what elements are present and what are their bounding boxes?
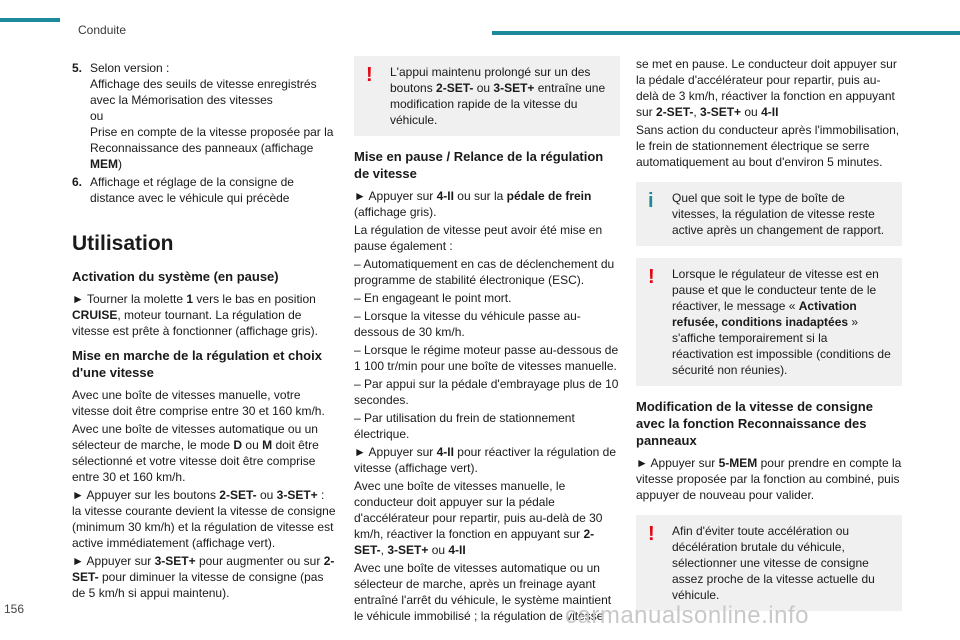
warning-box xyxy=(354,56,620,136)
warning-icon: ! xyxy=(648,523,655,545)
warning-box xyxy=(636,515,902,611)
info-box xyxy=(636,182,902,246)
paragraph: Sans action du conducteur après l'immobilisation, le frein de stationnement électrique se serre automatiquement au bout d'environ 5 minutes. xyxy=(636,123,900,169)
warning-icon: ! xyxy=(366,64,373,86)
paragraph: se met en pause. Le conducteur doit appuyer sur la pédale d'accélérateur pour repartir, puis au-delà de 3 km/h, réactiver la fonction en appuyant sur 2-SET-, 3-SET+ ou 4-II xyxy=(636,57,897,119)
bold-term: MEM xyxy=(90,157,118,171)
list-item-6 xyxy=(72,174,336,206)
heading-activation: Activation du système (en pause) xyxy=(72,269,279,284)
info-text: Quel que soit le type de boîte de vitesses, la régulation de vitesse reste active après un changement de rapport. xyxy=(672,191,885,237)
paragraph-activation: ► Tourner la molette 1 vers le bas en position CRUISE, moteur tournant. La régulation de vitesse est prête à fonctionner (affichage gris). xyxy=(72,292,318,338)
text-line: ) xyxy=(118,157,122,171)
dash-item: – En engageant le point mort. xyxy=(354,291,512,305)
paragraph: Avec une boîte de vitesses manuelle, le conducteur doit appuyer sur la pédale d'accélérateur pour repartir, puis au-delà de 30 km/h, réactiver la fonction en appuyant sur 2-SET-, 3-SET+ ou 4-II xyxy=(354,479,603,557)
heading-pause-relance: Mise en pause / Relance de la régulation de vitesse xyxy=(354,149,604,181)
item-number: 6. xyxy=(72,175,83,189)
paragraph: ► Appuyer sur les boutons 2-SET- ou 3-SET+ : la vitesse courante devient la vitesse de consigne (minimum 30 km/h) et la régulation de vitesse est active immédiatement (affichage vert). xyxy=(72,488,336,550)
item-text: Affichage et réglage de la consigne de distance avec le véhicule qui précède xyxy=(90,175,294,205)
text-line: Selon version : xyxy=(90,61,170,75)
paragraph: La régulation de vitesse peut avoir été mise en pause également : xyxy=(354,223,603,253)
heading-utilisation: Utilisation xyxy=(72,232,174,255)
dash-item: – Lorsque la vitesse du véhicule passe au-dessous de 30 km/h. xyxy=(354,309,581,339)
text-line: Affichage des seuils de vitesse enregistrés avec la Mémorisation des vitesses xyxy=(90,77,317,107)
paragraph: ► Appuyer sur 4-II pour réactiver la régulation de vitesse (affichage vert). xyxy=(354,445,617,475)
heading-modification: Modification de la vitesse de consigne avec la fonction Reconnaissance des panneaux xyxy=(636,399,873,448)
paragraph: ► Appuyer sur 3-SET+ pour augmenter ou sur 2-SET- pour diminuer la vitesse de consigne (pas de 5 km/h si appui maintenu). xyxy=(72,554,335,600)
item-number: 5. xyxy=(72,61,83,75)
warning-text: Afin d'éviter toute accélération ou décélération brutale du véhicule, sélectionner une vitesse de consigne assez proche de la vitesse actuelle du véhicule. xyxy=(672,524,875,602)
column-1 xyxy=(72,60,336,603)
header-accent-bar-right xyxy=(492,31,960,35)
paragraph: Avec une boîte de vitesses automatique ou un sélecteur de marche, après un freinage ayant entraîné l'arrêt du véhicule, le système maintient le véhicule immobilisé ; la régulation de vitesse xyxy=(354,561,612,623)
heading-mise-en-marche: Mise en marche de la régulation et choix d'une vitesse xyxy=(72,348,322,380)
warning-text: L'appui maintenu prolongé sur un des boutons 2-SET- ou 3-SET+ entraîne une modification rapide de la vitesse du véhicule. xyxy=(390,65,606,127)
list-item-5 xyxy=(72,60,336,172)
dash-item: – Par utilisation du frein de stationnement électrique. xyxy=(354,411,575,441)
column-3 xyxy=(636,56,902,623)
paragraph: Avec une boîte de vitesses automatique ou un sélecteur de marche, le mode D ou M doit être sélectionné et votre vitesse doit être comprise entre 30 et 160 km/h. xyxy=(72,422,319,484)
warning-icon: ! xyxy=(648,266,655,288)
text-line: Prise en compte de la vitesse proposée par la Reconnaissance des panneaux (affichage xyxy=(90,125,334,155)
dash-item: – Lorsque le régime moteur passe au-dessous de 1 100 tr/min pour une boîte de vitesses manuelle. xyxy=(354,343,619,373)
dash-item: – Automatiquement en cas de déclenchement du programme de stabilité électronique (ESC). xyxy=(354,257,615,287)
item-text xyxy=(90,60,336,172)
paragraph: ► Appuyer sur 4-II ou sur la pédale de frein (affichage gris). xyxy=(354,189,592,219)
page-number: 156 xyxy=(4,602,25,616)
paragraph: Avec une boîte de vitesses manuelle, votre vitesse doit être comprise entre 30 et 160 km/h. xyxy=(72,388,325,418)
dash-item: – Par appui sur la pédale d'embrayage plus de 10 secondes. xyxy=(354,377,619,407)
paragraph: ► Appuyer sur 5-MEM pour prendre en compte la vitesse proposée par la fonction au combiné, puis appuyer de nouveau pour valider. xyxy=(636,456,902,502)
header-accent-bar-left xyxy=(0,18,60,22)
column-2 xyxy=(354,56,620,626)
warning-text: Lorsque le régulateur de vitesse est en pause et que le conducteur tente de le réactiver, le message « Activation refusée, conditions inadaptées » s'affiche temporairement si la réactivation est impossible (conditions de sécurité non réunies). xyxy=(672,267,891,377)
watermark: carmanualsonline.info xyxy=(565,602,809,629)
info-icon: i xyxy=(648,190,654,212)
text-line: ou xyxy=(90,109,104,123)
section-title: Conduite xyxy=(78,23,127,37)
warning-box xyxy=(636,258,902,386)
